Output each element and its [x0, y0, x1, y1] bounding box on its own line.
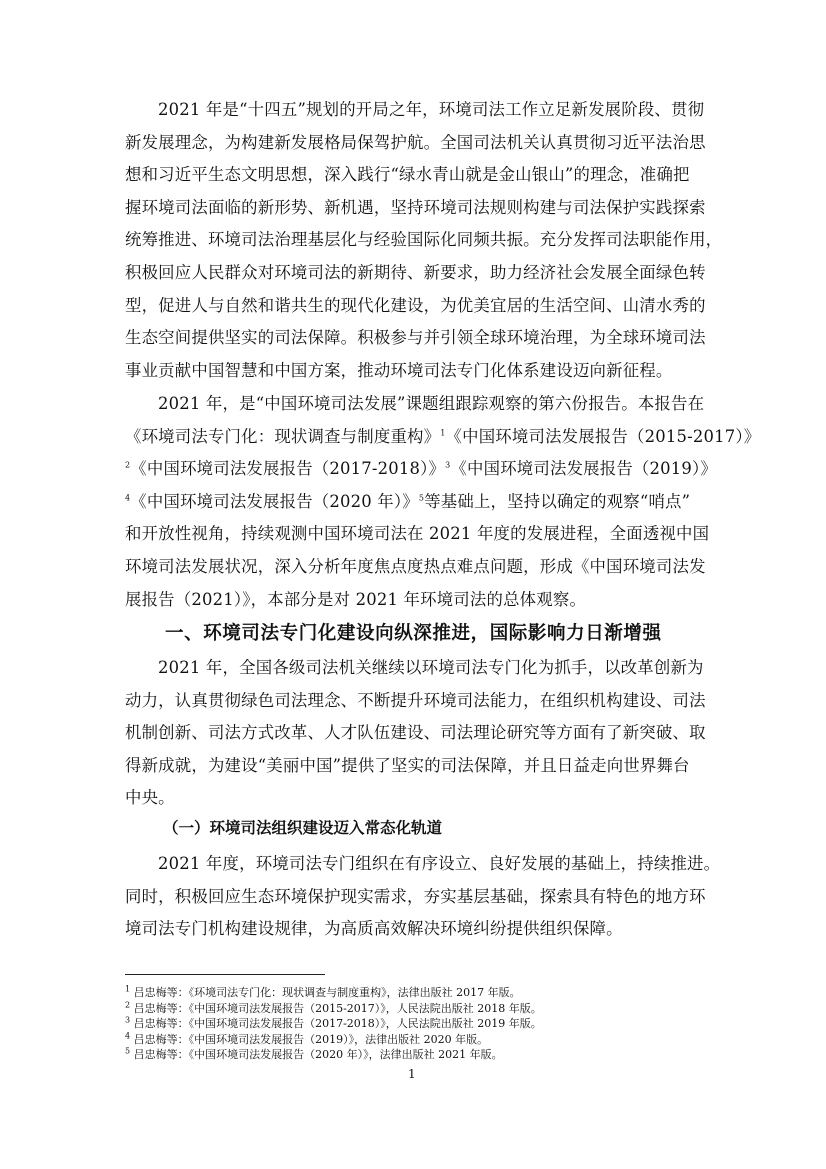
- text-line: [92, 486, 705, 519]
- footnotes: [125, 985, 725, 1063]
- text-line: 2021 年度，环境司法专门组织在有序设立、良好发展的基础上，持续推进。: [158, 854, 721, 873]
- text-line: 和开放性视角，持续观测中国环境司法在 2021 年度的发展进程，全面透视中国: [125, 524, 710, 544]
- book-title: 《中国环境司法发展报告（2020 年）》: [130, 491, 419, 511]
- text-line: 得新成就，为建设“美丽中国”提供了坚实的司法保障，并且日益走向世界舞台: [125, 755, 690, 775]
- book-title: 《中国环境司法发展报告（2017-2018）》: [130, 459, 446, 479]
- footnote-number: 5: [125, 1046, 131, 1056]
- text-line: 动力，认真贯彻绿色司法理念、不断提升环境司法能力，在组织机构建设、司法: [125, 690, 706, 710]
- footnote-ref[interactable]: 2: [125, 460, 131, 470]
- text-line: [92, 453, 718, 486]
- footnote-text: 吕忠梅等：《中国环境司法发展报告（2019）》，法律出版社 2020 年版。: [133, 1032, 489, 1046]
- text-line: 统筹推进、环境司法治理基层化与经验国际化同频共振。充分发挥司法职能作用，: [125, 230, 723, 250]
- text-line: 型，促进人与自然和谐共生的现代化建设，为优美宜居的生活空间、山清水秀的: [125, 295, 706, 315]
- subsection-heading-1: （一）环境司法组织建设迈入常态化轨道: [163, 819, 443, 837]
- text-line: 新发展理念，为构建新发展格局保驾护航。全国司法机关认真贯彻习近平法治思: [125, 132, 706, 152]
- book-title: 《中国环境司法发展报告（2019）》: [450, 459, 718, 479]
- footnote: [125, 1016, 725, 1032]
- section-heading-1: 一、环境司法专门化建设向纵深推进，国际影响力日渐增强: [165, 623, 662, 644]
- text-line: 机制创新、司法方式改革、人才队伍建设、司法理论研究等方面有了新突破、取: [125, 723, 706, 743]
- section-1-paragraph: [125, 652, 705, 815]
- footnote-text: 吕忠梅等：《中国环境司法发展报告（2017-2018）》，人民法院出版社 2019 年版。: [133, 1017, 542, 1030]
- text-fragment: 等基础上，坚持以确定的观察“哨点”: [424, 491, 691, 511]
- text-line: 握环境司法面临的新形势、新机遇，坚持环境司法规则构建与司法保护实践探索: [125, 197, 706, 217]
- text-line: 2021 年，全国各级司法机关继续以环境司法专门化为抓手，以改革创新为: [158, 658, 704, 677]
- footnote-ref[interactable]: 5: [418, 493, 425, 503]
- footnote-number: 2: [125, 999, 131, 1009]
- book-title: 《中国环境司法发展报告（2015-2017）》: [445, 426, 761, 446]
- text-line: 积极回应人民群众对环境司法的新期待、新要求，助力经济社会发展全面绿色转: [125, 262, 706, 282]
- intro-paragraph-2: [125, 388, 761, 616]
- footnote-text: 吕忠梅等：《环境司法专门化：现状调查与制度重构》，法律出版社 2017 年版。: [133, 986, 521, 999]
- subsection-1-paragraph: [125, 848, 721, 946]
- text-line: 2021 年是“十四五”规划的开局之年，环境司法工作立足新发展阶段、贯彻: [158, 100, 705, 119]
- page-number: 1: [408, 1067, 416, 1081]
- text-line: 想和习近平生态文明思想，深入践行“绿水青山就是金山银山”的理念，准确把: [125, 165, 690, 185]
- intro-paragraph-1: [125, 94, 723, 387]
- text-line: 环境司法发展状况，深入分析年度焦点度热点难点问题，形成《中国环境司法发: [125, 556, 706, 576]
- footnote: [125, 1032, 725, 1048]
- footnote-text: 吕忠梅等：《中国环境司法发展报告（2015-2017）》，人民法院出版社 2018 年版。: [133, 1001, 542, 1015]
- text-line: [92, 421, 761, 454]
- footnote-ref[interactable]: 3: [445, 460, 451, 470]
- footnote-ref[interactable]: 1: [440, 428, 446, 438]
- footnote: [125, 985, 725, 1001]
- text-line: 2021 年，是“中国环境司法发展”课题组跟踪观察的第六份报告。本报告在: [158, 394, 705, 413]
- text-line: 同时，积极回应生态环境保护现实需求，夯实基层基础，探索具有特色的地方环: [125, 886, 706, 906]
- footnote: [125, 1001, 725, 1017]
- footnote-number: 3: [125, 1015, 131, 1025]
- footnote-number: 4: [125, 1030, 131, 1040]
- footnote: [125, 1047, 725, 1063]
- footnote-ref[interactable]: 4: [125, 493, 131, 503]
- footnote-number: 1: [125, 984, 131, 994]
- text-line: 中央。: [125, 788, 175, 808]
- text-line: 境司法专门机构建设规律，为高质高效解决环境纠纷提供组织保障。: [125, 919, 623, 939]
- footnote-divider: [125, 974, 325, 975]
- text-line: 事业贡献中国智慧和中国方案，推动环境司法专门化体系建设迈向新征程。: [125, 360, 673, 380]
- book-title: 《环境司法专门化：现状调查与制度重构》: [125, 426, 441, 446]
- text-line: 展报告（2021）》，本部分是对 2021 年环境司法的总体观察。: [125, 589, 587, 609]
- footnote-text: 吕忠梅等：《中国环境司法发展报告（2020 年）》，法律出版社 2021 年版。: [133, 1048, 503, 1061]
- text-line: 生态空间提供坚实的司法保障。积极参与并引领全球环境治理，为全球环境司法: [125, 328, 706, 348]
